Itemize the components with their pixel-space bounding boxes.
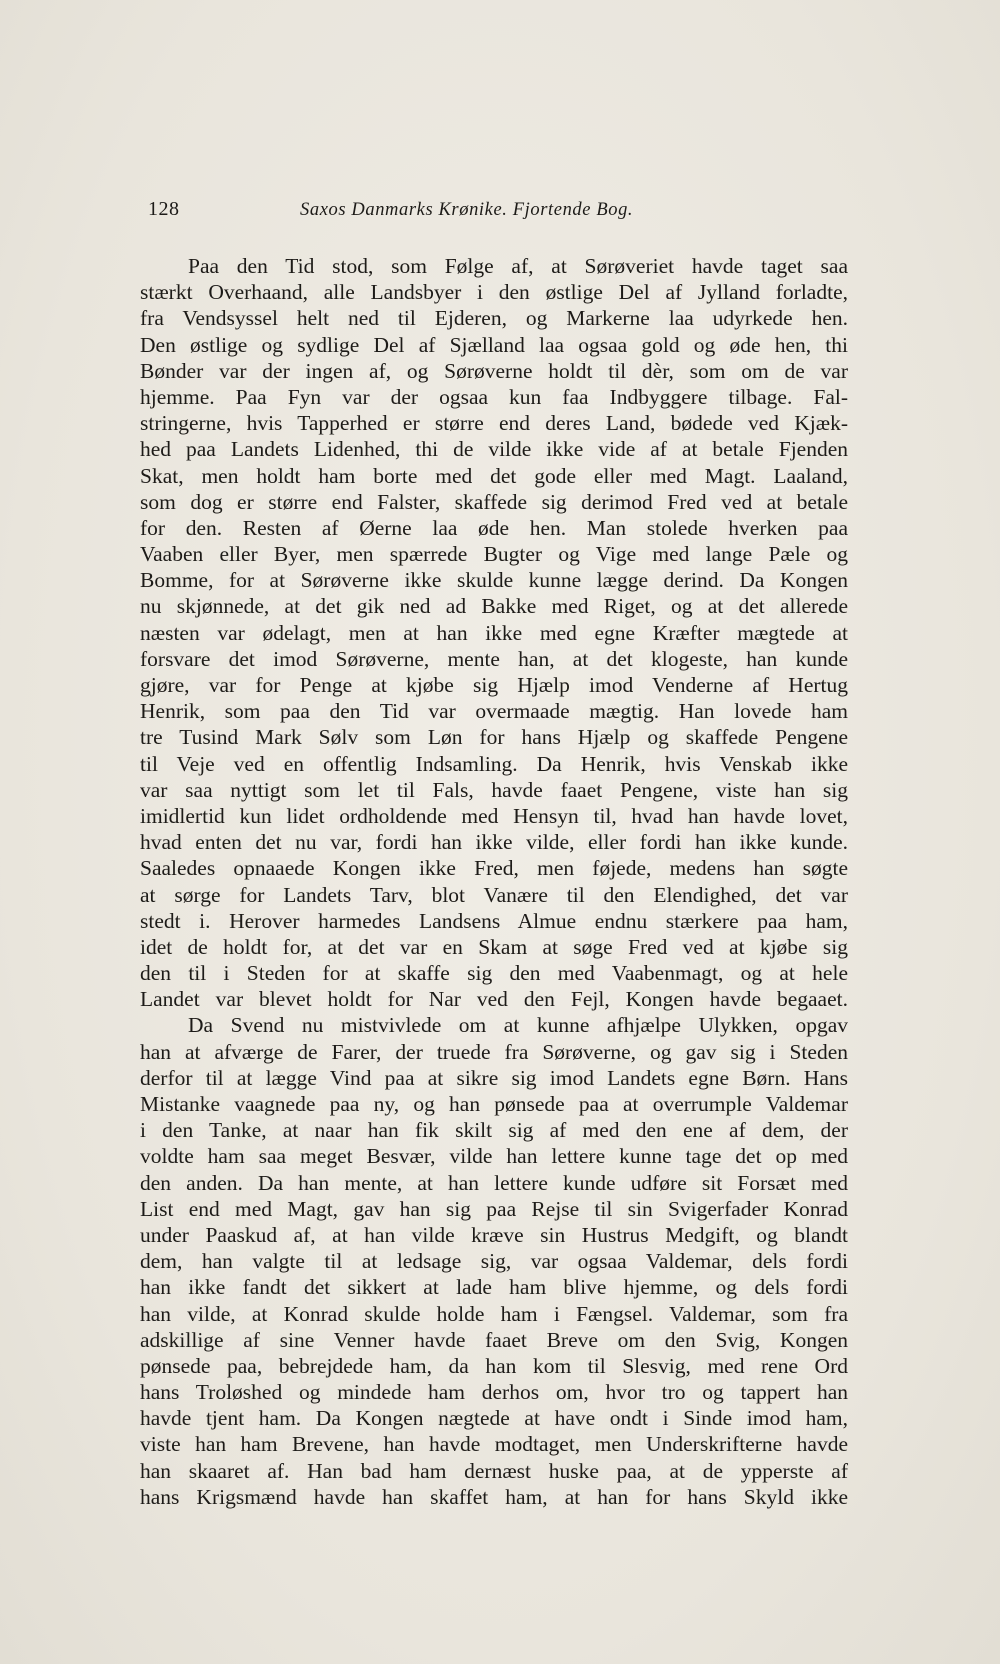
text-line: stedt i. Herover harmedes Landsens Almue endnu stærkere paa ham, (140, 908, 848, 933)
text-line: pønsede paa, bebrejdede ham, da han kom til Slesvig, med rene Ord (140, 1353, 848, 1378)
text-line: som dog er større end Falster, skaffede sig derimod Fred ved at betale (140, 489, 848, 514)
text-line: fra Vendsyssel helt ned til Ejderen, og Markerne laa udyrkede hen. (140, 306, 848, 331)
text-line: Bønder var der ingen af, og Sørøverne holdt til dèr, som om de var (140, 358, 848, 383)
text-line: voldte ham saa meget Besvær, vilde han lettere kunne tage det op med (140, 1144, 848, 1169)
text-line: han at afværge de Farer, der truede fra Sørøverne, og gav sig i Steden (140, 1039, 848, 1064)
text-line: idet de holdt for, at det var en Skam at søge Fred ved at kjøbe sig (140, 934, 848, 959)
text-line: at sørge for Landets Tarv, blot Vanære til den Elendighed, det var (140, 882, 848, 907)
text-line: List end med Magt, gav han sig paa Rejse til sin Svigerfader Konrad (140, 1196, 848, 1221)
text-line: Den østlige og sydlige Del af Sjælland laa ogsaa gold og øde hen, thi (140, 332, 848, 357)
text-line: imidlertid kun lidet ordholdende med Hensyn til, hvad han havde lovet, (140, 803, 848, 828)
text-line: Da Svend nu mistvivlede om at kunne afhjælpe Ulykken, opgav (188, 1013, 848, 1038)
text-line: hvad enten det nu var, fordi han ikke vilde, eller fordi han ikke kunde. (140, 830, 848, 855)
text-line: adskillige af sine Venner havde faaet Breve om den Svig, Kongen (140, 1327, 848, 1352)
text-line: Landet var blevet holdt for Nar ved den Fejl, Kongen havde begaaet. (140, 987, 848, 1012)
text-line: Bomme, for at Sørøverne ikke skulde kunne lægge derind. Da Kongen (140, 568, 848, 593)
text-line: Skat, men holdt ham borte med det gode eller med Magt. Laaland, (140, 463, 848, 488)
text-line: under Paaskud af, at han vilde kræve sin Hustrus Medgift, og blandt (140, 1222, 848, 1247)
text-line: nu skjønnede, at det gik ned ad Bakke med Riget, og at det allerede (140, 594, 848, 619)
text-line: næsten var ødelagt, men at han ikke med egne Kræfter mægtede at (140, 620, 848, 645)
text-line: til Veje ved en offentlig Indsamling. Da Henrik, hvis Venskab ikke (140, 751, 848, 776)
text-line: derfor til at lægge Vind paa at sikre sig imod Landets egne Børn. Hans (140, 1065, 848, 1090)
text-line: han skaaret af. Han bad ham dernæst huske paa, at de ypperste af (140, 1458, 848, 1483)
text-line: hjemme. Paa Fyn var der ogsaa kun faa Indbyggere tilbage. Fal- (140, 384, 848, 409)
text-line: Paa den Tid stod, som Følge af, at Sørøveriet havde taget saa (188, 254, 848, 278)
body-text (140, 253, 848, 1510)
text-line: havde tjent ham. Da Kongen nægtede at have ondt i Sinde imod ham, (140, 1406, 848, 1431)
text-line: den til i Steden for at skaffe sig den med Vaabenmagt, og at hele (140, 961, 848, 986)
text-line: for den. Resten af Øerne laa øde hen. Man stolede hverken paa (140, 515, 848, 540)
running-head (148, 198, 728, 228)
text-line: viste han ham Brevene, han havde modtaget, men Underskrifterne havde (140, 1432, 848, 1457)
text-line: han ikke fandt det sikkert at lade ham blive hjemme, og dels fordi (140, 1275, 848, 1300)
text-line: gjøre, var for Penge at kjøbe sig Hjælp imod Venderne af Hertug (140, 673, 848, 697)
text-line: han vilde, at Konrad skulde holde ham i Fængsel. Valdemar, som fra (140, 1301, 848, 1326)
text-line: Vaaben eller Byer, men spærrede Bugter og Vige med lange Pæle og (140, 542, 848, 567)
text-line: forsvare det imod Sørøverne, mente han, at det klogeste, han kunde (140, 646, 848, 671)
text-line: Henrik, som paa den Tid var overmaade mægtig. Han lovede ham (140, 699, 848, 724)
text-line: Mistanke vaagnede paa ny, og han pønsede paa at overrumple Valdemar (140, 1092, 848, 1116)
text-line: hed paa Landets Lidenhed, thi de vilde ikke vide af at betale Fjenden (140, 437, 848, 462)
text-line: stringerne, hvis Tapperhed er større end deres Land, bødede ved Kjæk- (140, 411, 848, 436)
running-title: Saxos Danmarks Krønike. Fjortende Bog. (300, 200, 634, 220)
page-number: 128 (148, 198, 180, 220)
text-line: den anden. Da han mente, at han lettere kunde udføre sit Forsæt med (140, 1170, 848, 1195)
text-line: stærkt Overhaand, alle Landsbyer i den østlige Del af Jylland forladte, (140, 280, 848, 305)
text-line: var saa nyttigt som let til Fals, havde faaet Pengene, viste han sig (140, 777, 848, 802)
text-line: Saaledes opnaaede Kongen ikke Fred, men føjede, medens han søgte (140, 856, 848, 881)
text-line: dem, han valgte til at ledsage sig, var ogsaa Valdemar, dels fordi (140, 1249, 848, 1274)
text-line: hans Krigsmænd havde han skaffet ham, at han for hans Skyld ikke (140, 1484, 848, 1509)
text-line: i den Tanke, at naar han fik skilt sig af med den ene af dem, der (140, 1118, 848, 1143)
text-line: hans Troløshed og mindede ham derhos om, hvor tro og tappert han (140, 1380, 848, 1405)
text-line: tre Tusind Mark Sølv som Løn for hans Hjælp og skaffede Pengene (140, 725, 848, 750)
